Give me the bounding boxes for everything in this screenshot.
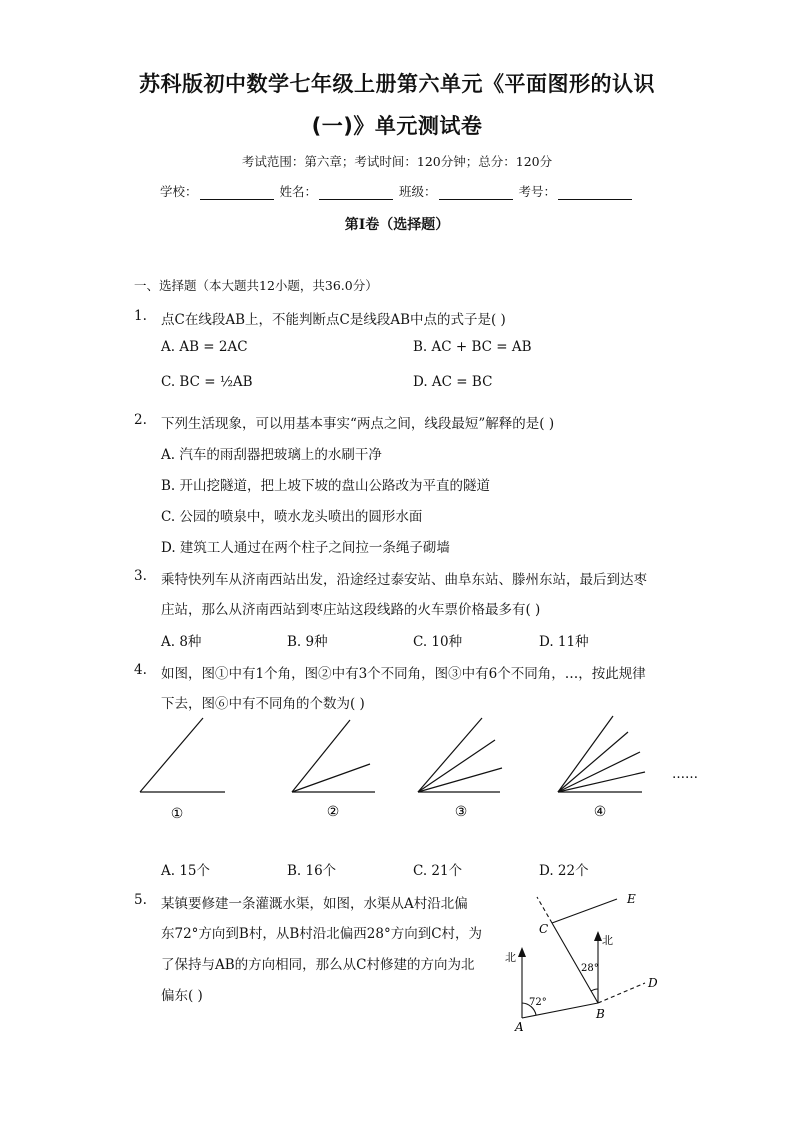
q2-number: 2.	[134, 412, 147, 428]
section-title: 一、选择题（本大题共12小题，共36.0分）	[134, 278, 378, 293]
figure-4	[558, 716, 645, 792]
q4-option-d[interactable]: D. 22个	[539, 863, 589, 879]
volume-title: 第I卷（选择题）	[344, 217, 450, 233]
label-C: C	[539, 922, 549, 936]
label-B: B	[596, 1007, 605, 1021]
q5-text-line4: 偏东( )	[161, 988, 203, 1004]
label-E: E	[627, 892, 636, 906]
q4-text-line1: 如图，图①中有1个角，图②中有3个不同角，图③中有6个不同角，…，按此规律	[161, 666, 646, 682]
exam-info: 考试范围：第六章；考试时间：120分钟；总分：120分	[241, 154, 553, 169]
figure-1	[140, 718, 225, 792]
q3-option-a[interactable]: A. 8种	[161, 634, 202, 650]
q3-number: 3.	[134, 568, 147, 584]
field-name-label: 姓名：	[279, 184, 318, 199]
field-class-blank[interactable]	[439, 185, 513, 200]
q1-option-c[interactable]: C. BC = ½AB	[161, 374, 253, 390]
q1-option-d[interactable]: D. AC = BC	[413, 374, 493, 390]
q3-option-d[interactable]: D. 11种	[539, 634, 589, 650]
q4-option-c[interactable]: C. 21个	[413, 863, 463, 879]
q5-text-line1: 某镇要修建一条灌溉水渠，如图，水渠从A村沿北偏	[161, 896, 468, 912]
q1-number: 1.	[134, 308, 147, 324]
q1-option-a[interactable]: A. AB = 2AC	[161, 339, 248, 355]
figure-4-label: ④	[593, 804, 607, 820]
field-name-blank[interactable]	[319, 185, 393, 200]
label-angle-72: 72°	[529, 997, 547, 1008]
q2-option-c[interactable]: C. 公园的喷泉中，喷水龙头喷出的圆形水面	[161, 509, 423, 525]
q3-text-line1: 乘特快列车从济南西站出发，沿途经过泰安站、曲阜东站、滕州东站，最后到达枣	[161, 572, 647, 588]
figure-2	[292, 720, 375, 792]
q2-text: 下列生活现象，可以用基本事实“两点之间，线段最短”解释的是( )	[161, 416, 555, 432]
q4-angle-figures	[130, 710, 720, 835]
field-id-label: 考号：	[518, 184, 557, 199]
field-school-blank[interactable]	[200, 185, 274, 200]
label-angle-28: 28°	[581, 963, 599, 974]
figure-3	[418, 718, 502, 792]
q3-text-line2: 庄站，那么从济南西站到枣庄站这段线路的火车票价格最多有( )	[161, 602, 541, 618]
q5-text-line2: 东72°方向到B村，从B村沿北偏西28°方向到C村，为	[161, 926, 483, 942]
label-north-A: 北	[505, 951, 516, 964]
label-D: D	[648, 976, 658, 990]
q4-number: 4.	[134, 662, 147, 678]
q1-text: 点C在线段AB上，不能判断点C是线段AB中点的式子是( )	[161, 312, 506, 328]
student-info-row	[160, 182, 640, 200]
q4-text-line2: 下去，图⑥中有不同角的个数为( )	[161, 696, 365, 712]
q3-option-c[interactable]: C. 10种	[413, 634, 463, 650]
q3-option-b[interactable]: B. 9种	[287, 634, 328, 650]
figure-1-label: ①	[170, 806, 184, 822]
page-title-line2: (一)》单元测试卷	[311, 114, 483, 138]
label-A: A	[515, 1020, 524, 1034]
q4-option-a[interactable]: A. 15个	[161, 863, 211, 879]
page-title-line1: 苏科版初中数学七年级上册第六单元《平面图形的认识	[139, 72, 655, 96]
q5-direction-figure	[495, 885, 675, 1035]
field-class-label: 班级：	[399, 184, 437, 199]
q1-option-b[interactable]: B. AC + BC = AB	[413, 339, 532, 355]
q2-option-b[interactable]: B. 开山挖隧道，把上坡下坡的盘山公路改为平直的隧道	[161, 478, 491, 494]
figure-2-label: ②	[326, 804, 340, 820]
q5-number: 5.	[134, 892, 147, 908]
q2-option-a[interactable]: A. 汽车的雨刮器把玻璃上的水刷干净	[161, 447, 382, 463]
field-id-blank[interactable]	[558, 185, 632, 200]
field-school-label: 学校：	[160, 184, 198, 199]
figure-3-label: ③	[454, 804, 468, 820]
q4-option-b[interactable]: B. 16个	[287, 863, 337, 879]
label-north-B: 北	[602, 934, 613, 947]
figure-ellipsis: ……	[672, 767, 698, 782]
q2-option-d[interactable]: D. 建筑工人通过在两个柱子之间拉一条绳子砌墙	[161, 540, 450, 556]
q5-text-line3: 了保持与AB的方向相同，那么从C村修建的方向为北	[161, 957, 475, 973]
